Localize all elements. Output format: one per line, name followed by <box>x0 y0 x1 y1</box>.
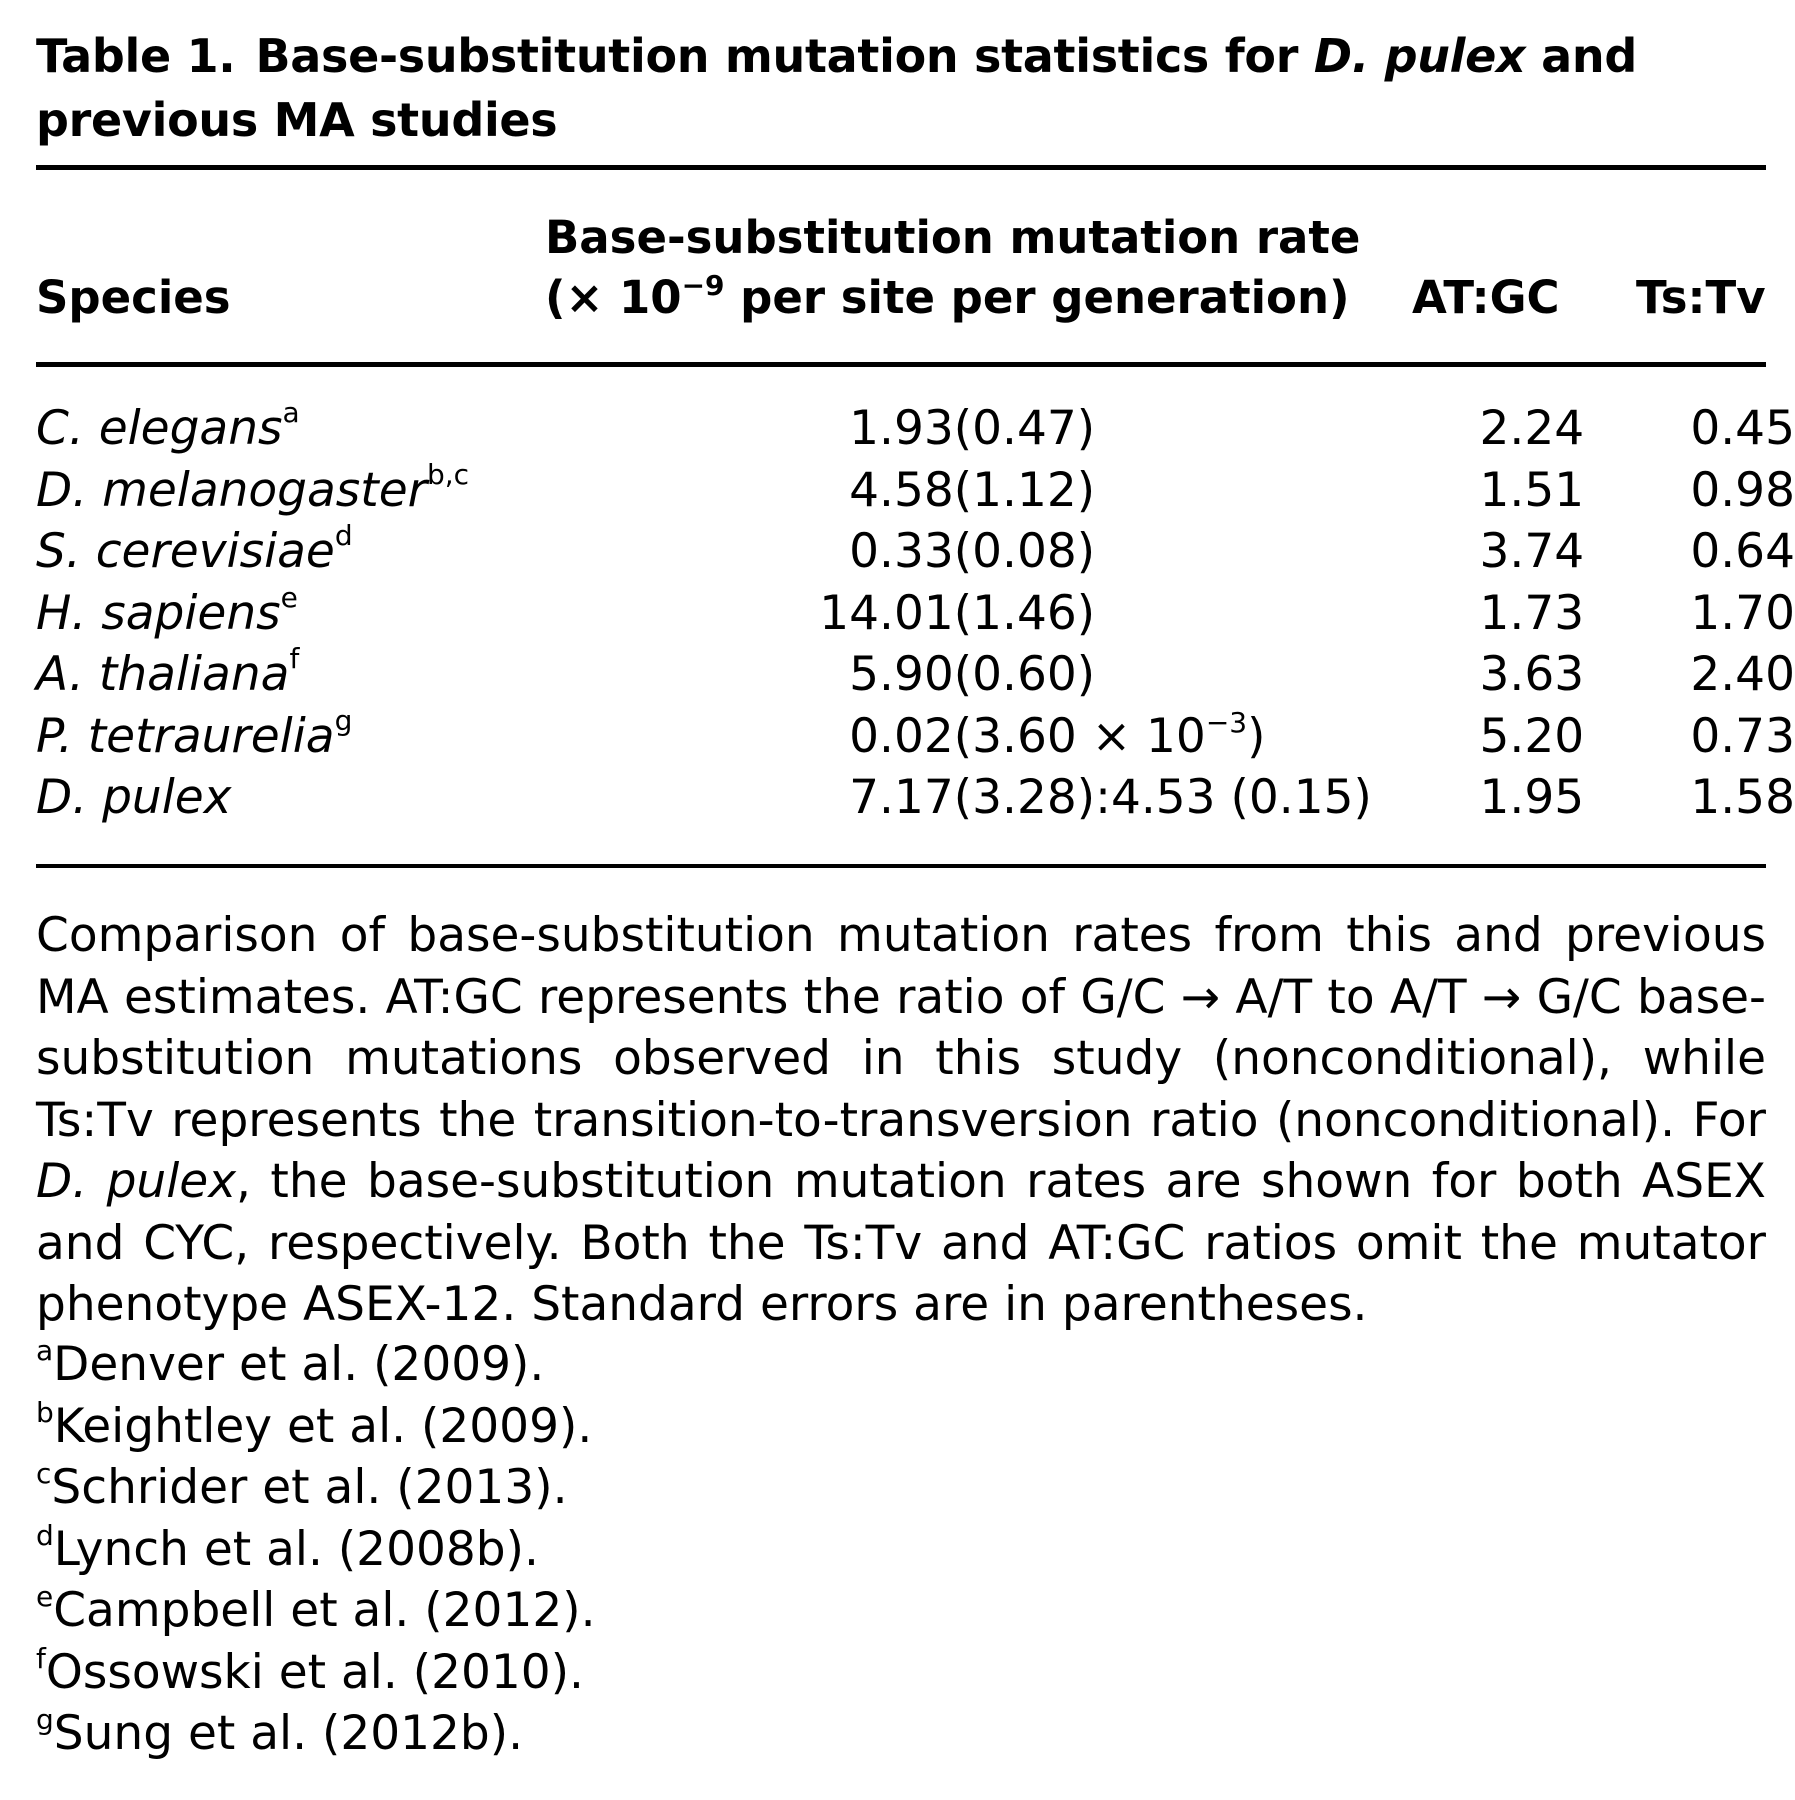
header-rate-line1: Base-substitution mutation rate <box>545 211 1361 264</box>
rate-standard-error: (3.60 × 10 <box>953 708 1206 764</box>
rate-standard-error: (1.12) <box>953 462 1096 518</box>
species-cell <box>36 644 623 706</box>
rate-value: 0.02 <box>849 708 954 764</box>
table-row <box>36 767 1795 829</box>
footnote-mark: f <box>36 1641 46 1675</box>
atgc-value: 3.74 <box>1479 524 1585 579</box>
rate-error-cell <box>954 521 1480 583</box>
species-name: P. tetraurelia <box>36 708 335 764</box>
table-caption <box>36 905 1766 1336</box>
header-species: Species <box>36 271 231 324</box>
rate-standard-error: (1.46) <box>953 585 1096 641</box>
footnote-text: Sung et al. (2012b). <box>53 1706 524 1761</box>
header-rule <box>36 362 1766 367</box>
caption-part2: , the base-substitution mutation rates are shown for both ASEX and CYC, respectively. Both the Ts:Tv and AT:GC ratios omit the mutator phenotype ASEX-12. Standard errors are in parentheses. <box>36 1154 1766 1332</box>
atgc-value: 1.73 <box>1479 585 1585 641</box>
footnote-text: Keightley et al. (2009). <box>53 1398 593 1454</box>
tstv-value: 0.73 <box>1690 708 1795 764</box>
tstv-value: 2.40 <box>1690 647 1795 702</box>
footnote-text: Schrider et al. (2013). <box>51 1460 568 1515</box>
tstv-value: 0.64 <box>1690 524 1795 579</box>
species-name: D. pulex <box>36 770 232 825</box>
species-name: D. melanogaster <box>36 462 427 518</box>
table-row <box>36 460 1795 522</box>
rate-error-cell <box>954 583 1480 645</box>
rate-value: 7.17 <box>849 770 954 825</box>
footnote <box>36 1642 596 1704</box>
tstv-value: 0.98 <box>1690 462 1795 518</box>
species-footnote-mark: d <box>334 519 353 552</box>
header-rate-line2 <box>545 268 1360 328</box>
title-text-after: and previous MA studies <box>36 29 1637 147</box>
rate-value: 0.33 <box>849 524 954 579</box>
title-italic-species: D. pulex <box>1313 29 1526 83</box>
top-rule <box>36 165 1766 170</box>
species-name: C. elegans <box>36 401 283 456</box>
rate-standard-error: (0.08) <box>953 524 1096 579</box>
rate-error-tail: ) <box>1247 708 1266 764</box>
species-cell <box>36 398 623 460</box>
header-rate-unit-post: per site per generation) <box>724 271 1350 324</box>
table-label: Table 1. <box>36 29 236 83</box>
table-row <box>36 706 1795 768</box>
data-table <box>36 398 1795 829</box>
footnote <box>36 1457 596 1519</box>
species-cell <box>36 703 623 768</box>
footnote-mark: c <box>36 1457 52 1490</box>
species-name: S. cerevisiae <box>36 524 335 579</box>
header-tstv: Ts:Tv <box>1636 271 1766 324</box>
header-rate-exponent: −9 <box>681 269 725 302</box>
footnote-text: Ossowski et al. (2010). <box>45 1644 584 1700</box>
rate-error-exponent: −3 <box>1205 705 1248 739</box>
footnote <box>36 1396 596 1458</box>
table-row <box>36 583 1795 645</box>
rate-standard-error: (0.47) <box>953 401 1096 456</box>
species-cell <box>36 457 623 522</box>
species-footnote-mark: e <box>280 580 298 614</box>
rate-error-cell <box>954 644 1480 706</box>
header-atgc: AT:GC <box>1412 271 1560 324</box>
table-row <box>36 644 1795 706</box>
footnote-mark: e <box>36 1580 54 1613</box>
footnote-mark: d <box>36 1518 54 1552</box>
footnote <box>36 1334 596 1396</box>
tstv-value: 1.70 <box>1690 585 1795 641</box>
species-footnote-mark: f <box>289 642 300 675</box>
caption-italic-species: D. pulex <box>36 1154 237 1209</box>
species-name: A. thaliana <box>36 647 290 702</box>
table-row <box>36 398 1795 460</box>
rate-standard-error: (0.60) <box>953 647 1096 702</box>
footnotes <box>36 1334 596 1765</box>
rate-error-cell <box>954 706 1480 768</box>
header-rate-unit-pre: (× 10 <box>545 271 682 324</box>
tstv-value: 1.58 <box>1690 770 1795 825</box>
bottom-rule <box>36 864 1766 868</box>
footnote-text: Campbell et al. (2012). <box>53 1583 596 1638</box>
atgc-value: 2.24 <box>1479 401 1585 456</box>
footnote-mark: a <box>36 1334 54 1367</box>
atgc-value: 5.20 <box>1479 708 1585 764</box>
rate-error-cell <box>954 460 1480 522</box>
footnote <box>36 1703 596 1765</box>
rate-value: 1.93 <box>849 401 954 456</box>
species-footnote-mark: b,c <box>426 457 470 491</box>
data-table-body <box>36 398 1795 829</box>
caption-part1: Comparison of base-substitution mutation rates from this and previous MA estimates. AT:GC represents the ratio of G/C → A/T to A/T → G/C base-substitution mutations observed in this study (nonconditional), while Ts:Tv represents the transition-to-transversion ratio (nonconditional). For <box>36 908 1766 1148</box>
tstv-value: 0.45 <box>1690 401 1795 456</box>
rate-error-cell <box>954 398 1480 460</box>
species-cell <box>36 580 623 645</box>
atgc-value: 1.95 <box>1479 770 1585 825</box>
footnote <box>36 1580 596 1642</box>
rate-value: 14.01 <box>819 585 954 641</box>
rate-value: 5.90 <box>849 647 954 702</box>
rate-standard-error: (3.28):4.53 (0.15) <box>953 770 1372 825</box>
table-title <box>36 24 1766 152</box>
footnote-text: Lynch et al. (2008b). <box>53 1521 539 1577</box>
species-footnote-mark: a <box>282 396 300 429</box>
footnote-mark: b <box>36 1395 54 1429</box>
species-footnote-mark: g <box>334 703 353 737</box>
table-row <box>36 521 1795 583</box>
species-name: H. sapiens <box>36 585 281 641</box>
rate-error-cell <box>954 767 1480 829</box>
atgc-value: 3.63 <box>1479 647 1585 702</box>
title-text-before: Base-substitution mutation statistics for <box>255 29 1314 83</box>
header-rate <box>545 208 1360 328</box>
footnote <box>36 1519 596 1581</box>
species-cell <box>36 767 623 829</box>
footnote-text: Denver et al. (2009). <box>53 1337 545 1392</box>
footnote-mark: g <box>36 1703 54 1736</box>
species-cell <box>36 521 623 583</box>
atgc-value: 1.51 <box>1479 462 1585 518</box>
rate-value: 4.58 <box>849 462 954 518</box>
